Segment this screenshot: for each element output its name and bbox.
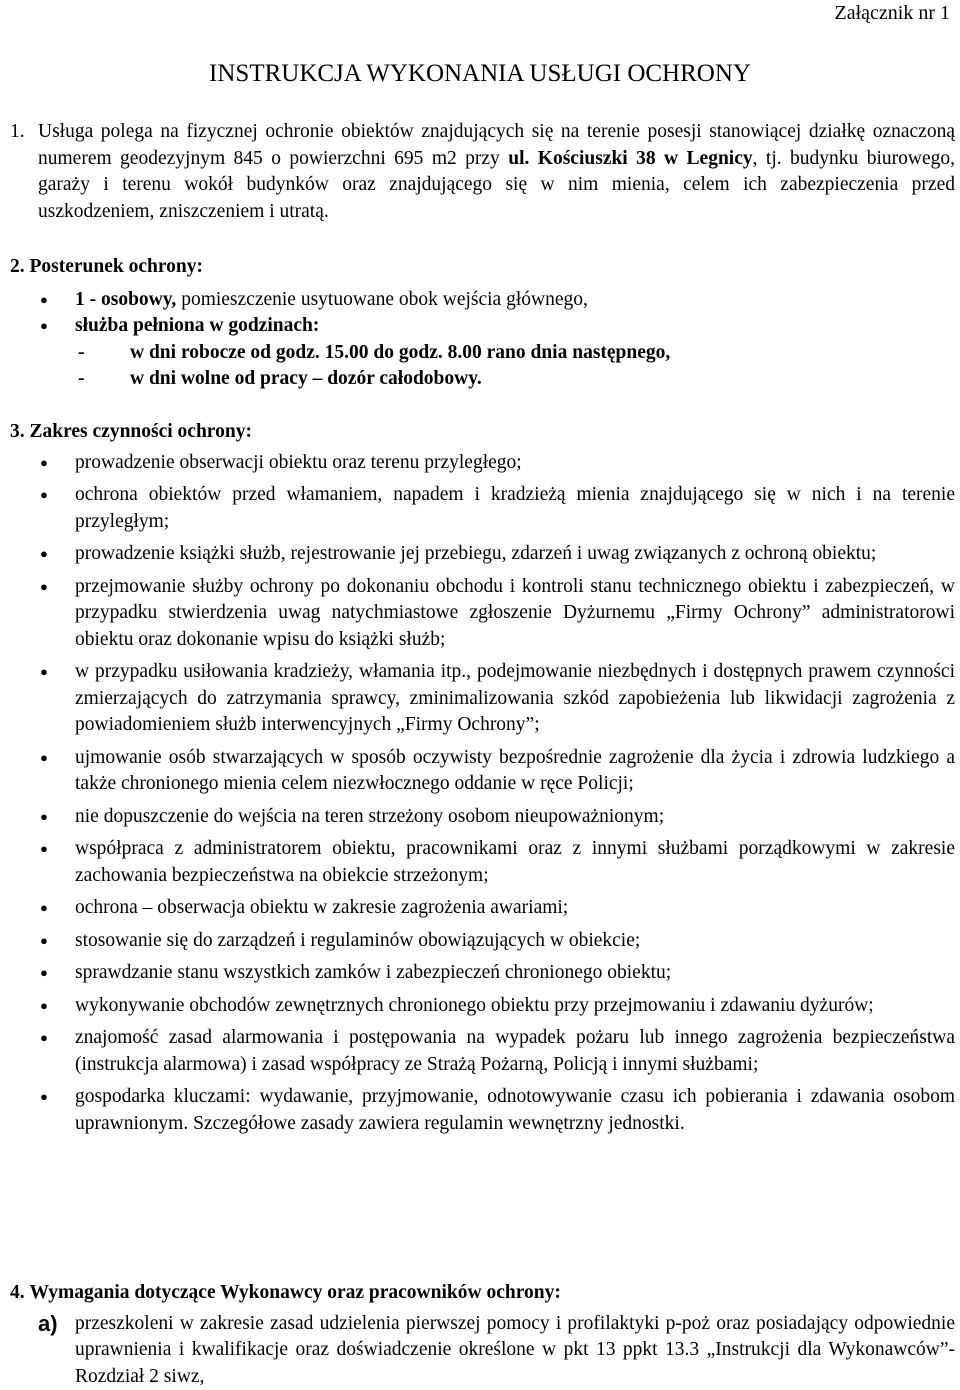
list-item: ● znajomość zasad alarmowania i postępowania na wypadek pożaru lub innego zagrożenia bezpieczeństwa (instrukcja alarmowa) i zasad współpracy ze Strażą Pożarną, Policją i innymi służbami; bbox=[10, 1025, 955, 1078]
section-3-number: 3. bbox=[10, 421, 25, 442]
section-1-address: ul. Kościuszki 38 w Legnicy bbox=[508, 148, 752, 169]
list-item: ● prowadzenie książki służb, rejestrowanie jej przebiegu, zdarzeń i uwag związanych z ochroną obiektu; bbox=[10, 541, 955, 568]
staffing-bold: 1 - osobowy, bbox=[75, 289, 176, 310]
list-item: ● ujmowanie osób stwarzających w sposób oczywisty bezpośrednie zagrożenie dla życia i zdrowia ludzkiego a także chronionego mienia celem niezwłocznego oddanie w ręce Policji; bbox=[10, 745, 955, 798]
requirement-a-label: a) bbox=[38, 1311, 58, 1338]
service-hours-label: służba pełniona w godzinach: bbox=[75, 315, 319, 336]
list-item: ● współpraca z administratorem obiektu, pracownikami oraz z innymi służbami porządkowymi w zakresie zachowania bezpieczeństwa na obiekcie strzeżonym; bbox=[10, 836, 955, 889]
page-title: INSTRUKCJA WYKONANIA USŁUGI OCHRONY bbox=[0, 60, 960, 88]
list-item: ● nie dopuszczenie do wejścia na teren strzeżony osobom nieupoważnionym; bbox=[10, 804, 955, 831]
list-item: ● stosowanie się do zarządzeń i regulaminów obowiązujących w obiekcie; bbox=[10, 928, 955, 955]
list-item: ● prowadzenie obserwacji obiektu oraz terenu przyległego; bbox=[10, 450, 955, 477]
section-4 bbox=[10, 1280, 955, 1390]
requirement-a bbox=[10, 1311, 955, 1390]
section-3-heading bbox=[10, 419, 955, 446]
list-item bbox=[10, 287, 955, 314]
list-item: ● w przypadku usiłowania kradzieży, włamania itp., podejmowanie niezbędnych i dostępnych prawem czynności zmierzających do zatrzymania sprawcy, zminimalizowania szkód zapobieżenia lub likwidacji zagrożenia z powiadomieniem służb interwencyjnych „Firmy Ochrony”; bbox=[10, 659, 955, 739]
list-item: ● wykonywanie obchodów zewnętrznych chronionego obiektu przy przejmowaniu i zdawaniu dyżurów; bbox=[10, 993, 955, 1020]
annex-label: Załącznik nr 1 bbox=[835, 2, 951, 25]
list-item: ● przejmowanie służby ochrony po dokonaniu obchodu i kontroli stanu technicznego obiektu i zabezpieczeń, w przypadku stwierdzenia uwag natychmiastowe zgłoszenie Dyżurnemu „Firmy Ochrony” administratorowi obiektu oraz dokonanie wpisu do książki służb; bbox=[10, 574, 955, 654]
section-1-paragraph bbox=[10, 119, 955, 225]
section-4-number: 4. bbox=[10, 1282, 25, 1303]
hours-weekend: - w dni wolne od pracy – dozór całodobowy. bbox=[10, 366, 955, 393]
list-item: ● ochrona obiektów przed włamaniem, napadem i kradzieżą mienia znajdującego się w nich i na terenie przyległym; bbox=[10, 482, 955, 535]
list-item: ● sprawdzanie stanu wszystkich zamków i zabezpieczeń chronionego obiektu; bbox=[10, 960, 955, 987]
section-4-heading bbox=[10, 1280, 955, 1307]
section-2-heading bbox=[10, 254, 955, 281]
section-2-title: Posterunek ochrony: bbox=[30, 256, 204, 277]
section-1-text-a: Usługa polega na fizycznej ochronie obiektów znajdujących się na terenie posesji stanowiącej działkę oznaczoną numerem geodezyjnym 845 o powierzchni 695 m2 przy bbox=[38, 121, 955, 169]
section-2-number: 2. bbox=[10, 256, 25, 277]
list-item: ● ochrona – obserwacja obiektu w zakresie zagrożenia awariami; bbox=[10, 895, 955, 922]
section-1-text-b: , tj. budynku biurowego, garaży i terenu wokół budynków oraz znajdującego się w nim mienia, celem ich zabezpieczenia przed uszkodzeniem, zniszczeniem i utratą. bbox=[38, 148, 955, 222]
staffing-text: pomieszczenie usytuowane obok wejścia głównego, bbox=[176, 289, 588, 310]
section-1 bbox=[10, 119, 955, 225]
section-2-list bbox=[10, 287, 955, 340]
section-3 bbox=[10, 419, 955, 1145]
section-3-list bbox=[10, 450, 955, 1138]
list-item: ● gospodarka kluczami: wydawanie, przyjmowanie, odnotowywanie czasu ich pobierania i zdawania osobom uprawnionym. Szczegółowe zasady zawiera regulamin wewnętrzny jednostki. bbox=[10, 1084, 955, 1137]
hours-weekday: - w dni robocze od godz. 15.00 do godz. 8.00 rano dnia następnego, bbox=[10, 340, 955, 367]
section-2 bbox=[10, 254, 955, 393]
section-1-number: 1. bbox=[10, 119, 25, 146]
section-3-title: Zakres czynności ochrony: bbox=[30, 421, 252, 442]
section-4-title: Wymagania dotyczące Wykonawcy oraz pracowników ochrony: bbox=[30, 1282, 561, 1303]
list-item bbox=[10, 313, 955, 340]
requirement-a-text: przeszkoleni w zakresie zasad udzielenia pierwszej pomocy i profilaktyki p-poż oraz posiadający odpowiednie uprawnienia i kwalifikacje oraz doświadczenie określone w pkt 13 ppkt 13.3 „Instrukcji dla Wykonawców”- Rozdział 2 siwz, bbox=[75, 1313, 955, 1387]
